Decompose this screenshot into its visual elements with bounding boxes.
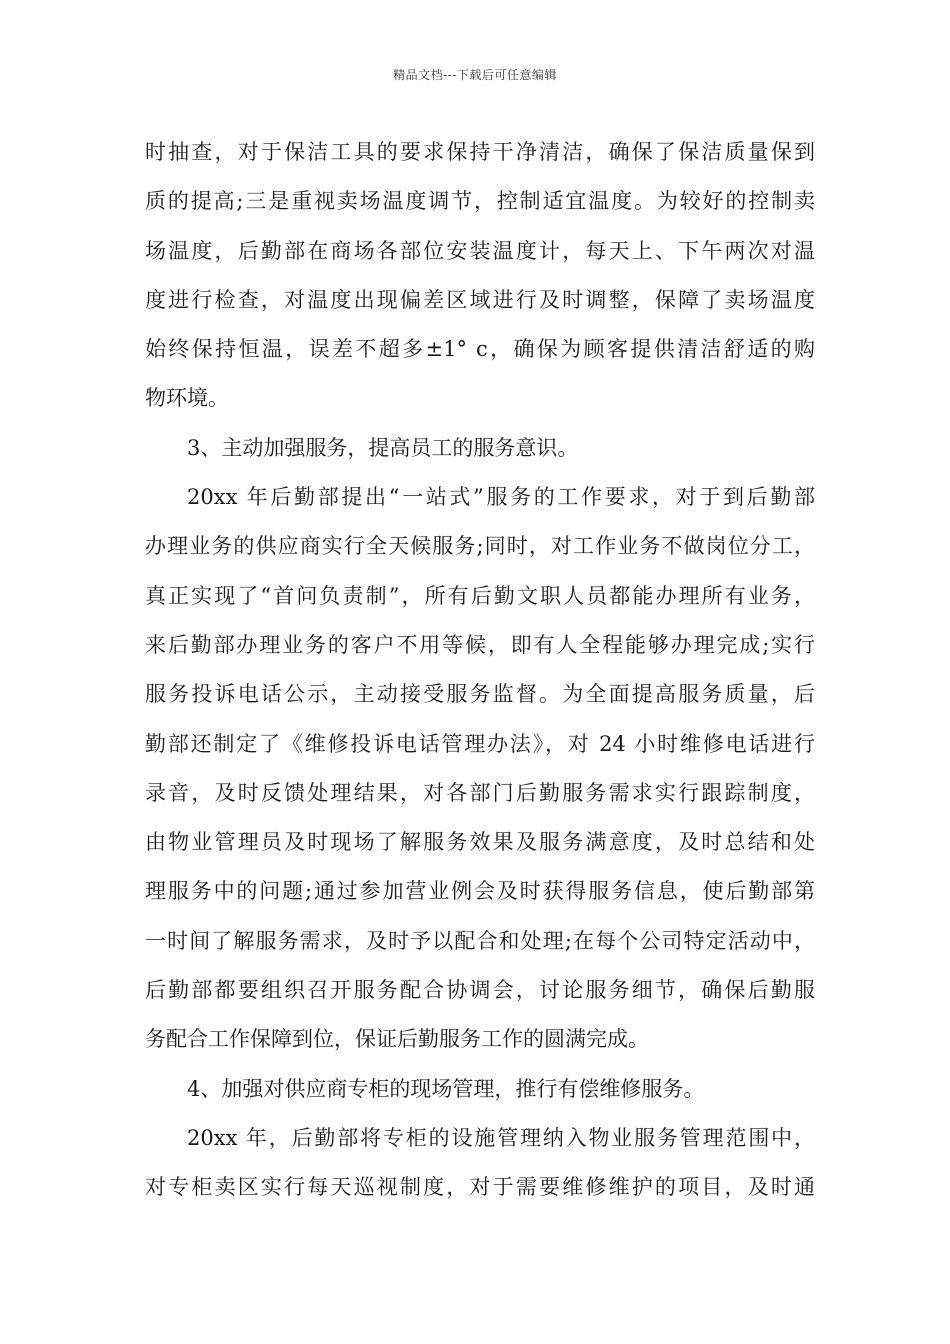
document-body — [145, 128, 815, 1213]
text-line: 勤部还制定了《维修投诉电话管理办法》，对 24 小时维修电话进行 — [145, 731, 815, 756]
text-line: 质的提高;三是重视卖场温度调节，控制适宜温度。为较好的控制卖 — [145, 189, 815, 214]
text-line: 服务投诉电话公示，主动接受服务监督。为全面提高服务质量，后 — [145, 682, 815, 707]
text-line: 始终保持恒温，误差不超多±1° c，确保为顾客提供清洁舒适的购 — [145, 337, 815, 362]
text-line: 对专柜卖区实行每天巡视制度，对于需要维修维护的项目，及时通 — [145, 1175, 815, 1200]
section-heading: 3、主动加强服务，提高员工的服务意识。 — [187, 435, 579, 460]
text-line: 一时间了解服务需求，及时予以配合和处理;在每个公司特定活动中， — [145, 928, 815, 953]
text-line: 时抽查，对于保洁工具的要求保持干净清洁，确保了保洁质量保到 — [145, 140, 815, 164]
text-line: 物环境。 — [145, 386, 229, 411]
text-line: 来后勤部办理业务的客户不用等候，即有人全程能够办理完成;实行 — [145, 632, 815, 657]
text-line: 务配合工作保障到位，保证后勤服务工作的圆满完成。 — [145, 1027, 649, 1052]
text-line: 20xx 年后勤部提出“一站式”服务的工作要求，对于到后勤部 — [187, 485, 815, 510]
text-line: 后勤部都要组织召开服务配合协调会，讨论服务细节，确保后勤服 — [145, 978, 815, 1003]
text-line: 度进行检查，对温度出现偏差区域进行及时调整，保障了卖场温度 — [145, 287, 815, 312]
text-line: 理服务中的问题;通过参加营业例会及时获得服务信息，使后勤部第 — [145, 879, 815, 904]
text-line: 真正实现了“首问负责制”，所有后勤文职人员都能办理所有业务， — [145, 583, 815, 608]
text-line: 20xx 年，后勤部将专柜的设施管理纳入物业服务管理范围中， — [187, 1125, 815, 1150]
section-heading: 4、加强对供应商专柜的现场管理，推行有偿维修服务。 — [187, 1076, 705, 1101]
page-header: 精品文档---下载后可任意编辑 — [393, 68, 557, 82]
text-line: 场温度，后勤部在商场各部位安装温度计，每天上、下午两次对温 — [145, 238, 815, 263]
text-line: 办理业务的供应商实行全天候服务;同时，对工作业务不做岗位分工， — [145, 534, 815, 559]
text-line: 由物业管理员及时现场了解服务效果及服务满意度，及时总结和处 — [145, 830, 815, 855]
text-line: 录音，及时反馈处理结果，对各部门后勤服务需求实行跟踪制度， — [145, 780, 815, 805]
